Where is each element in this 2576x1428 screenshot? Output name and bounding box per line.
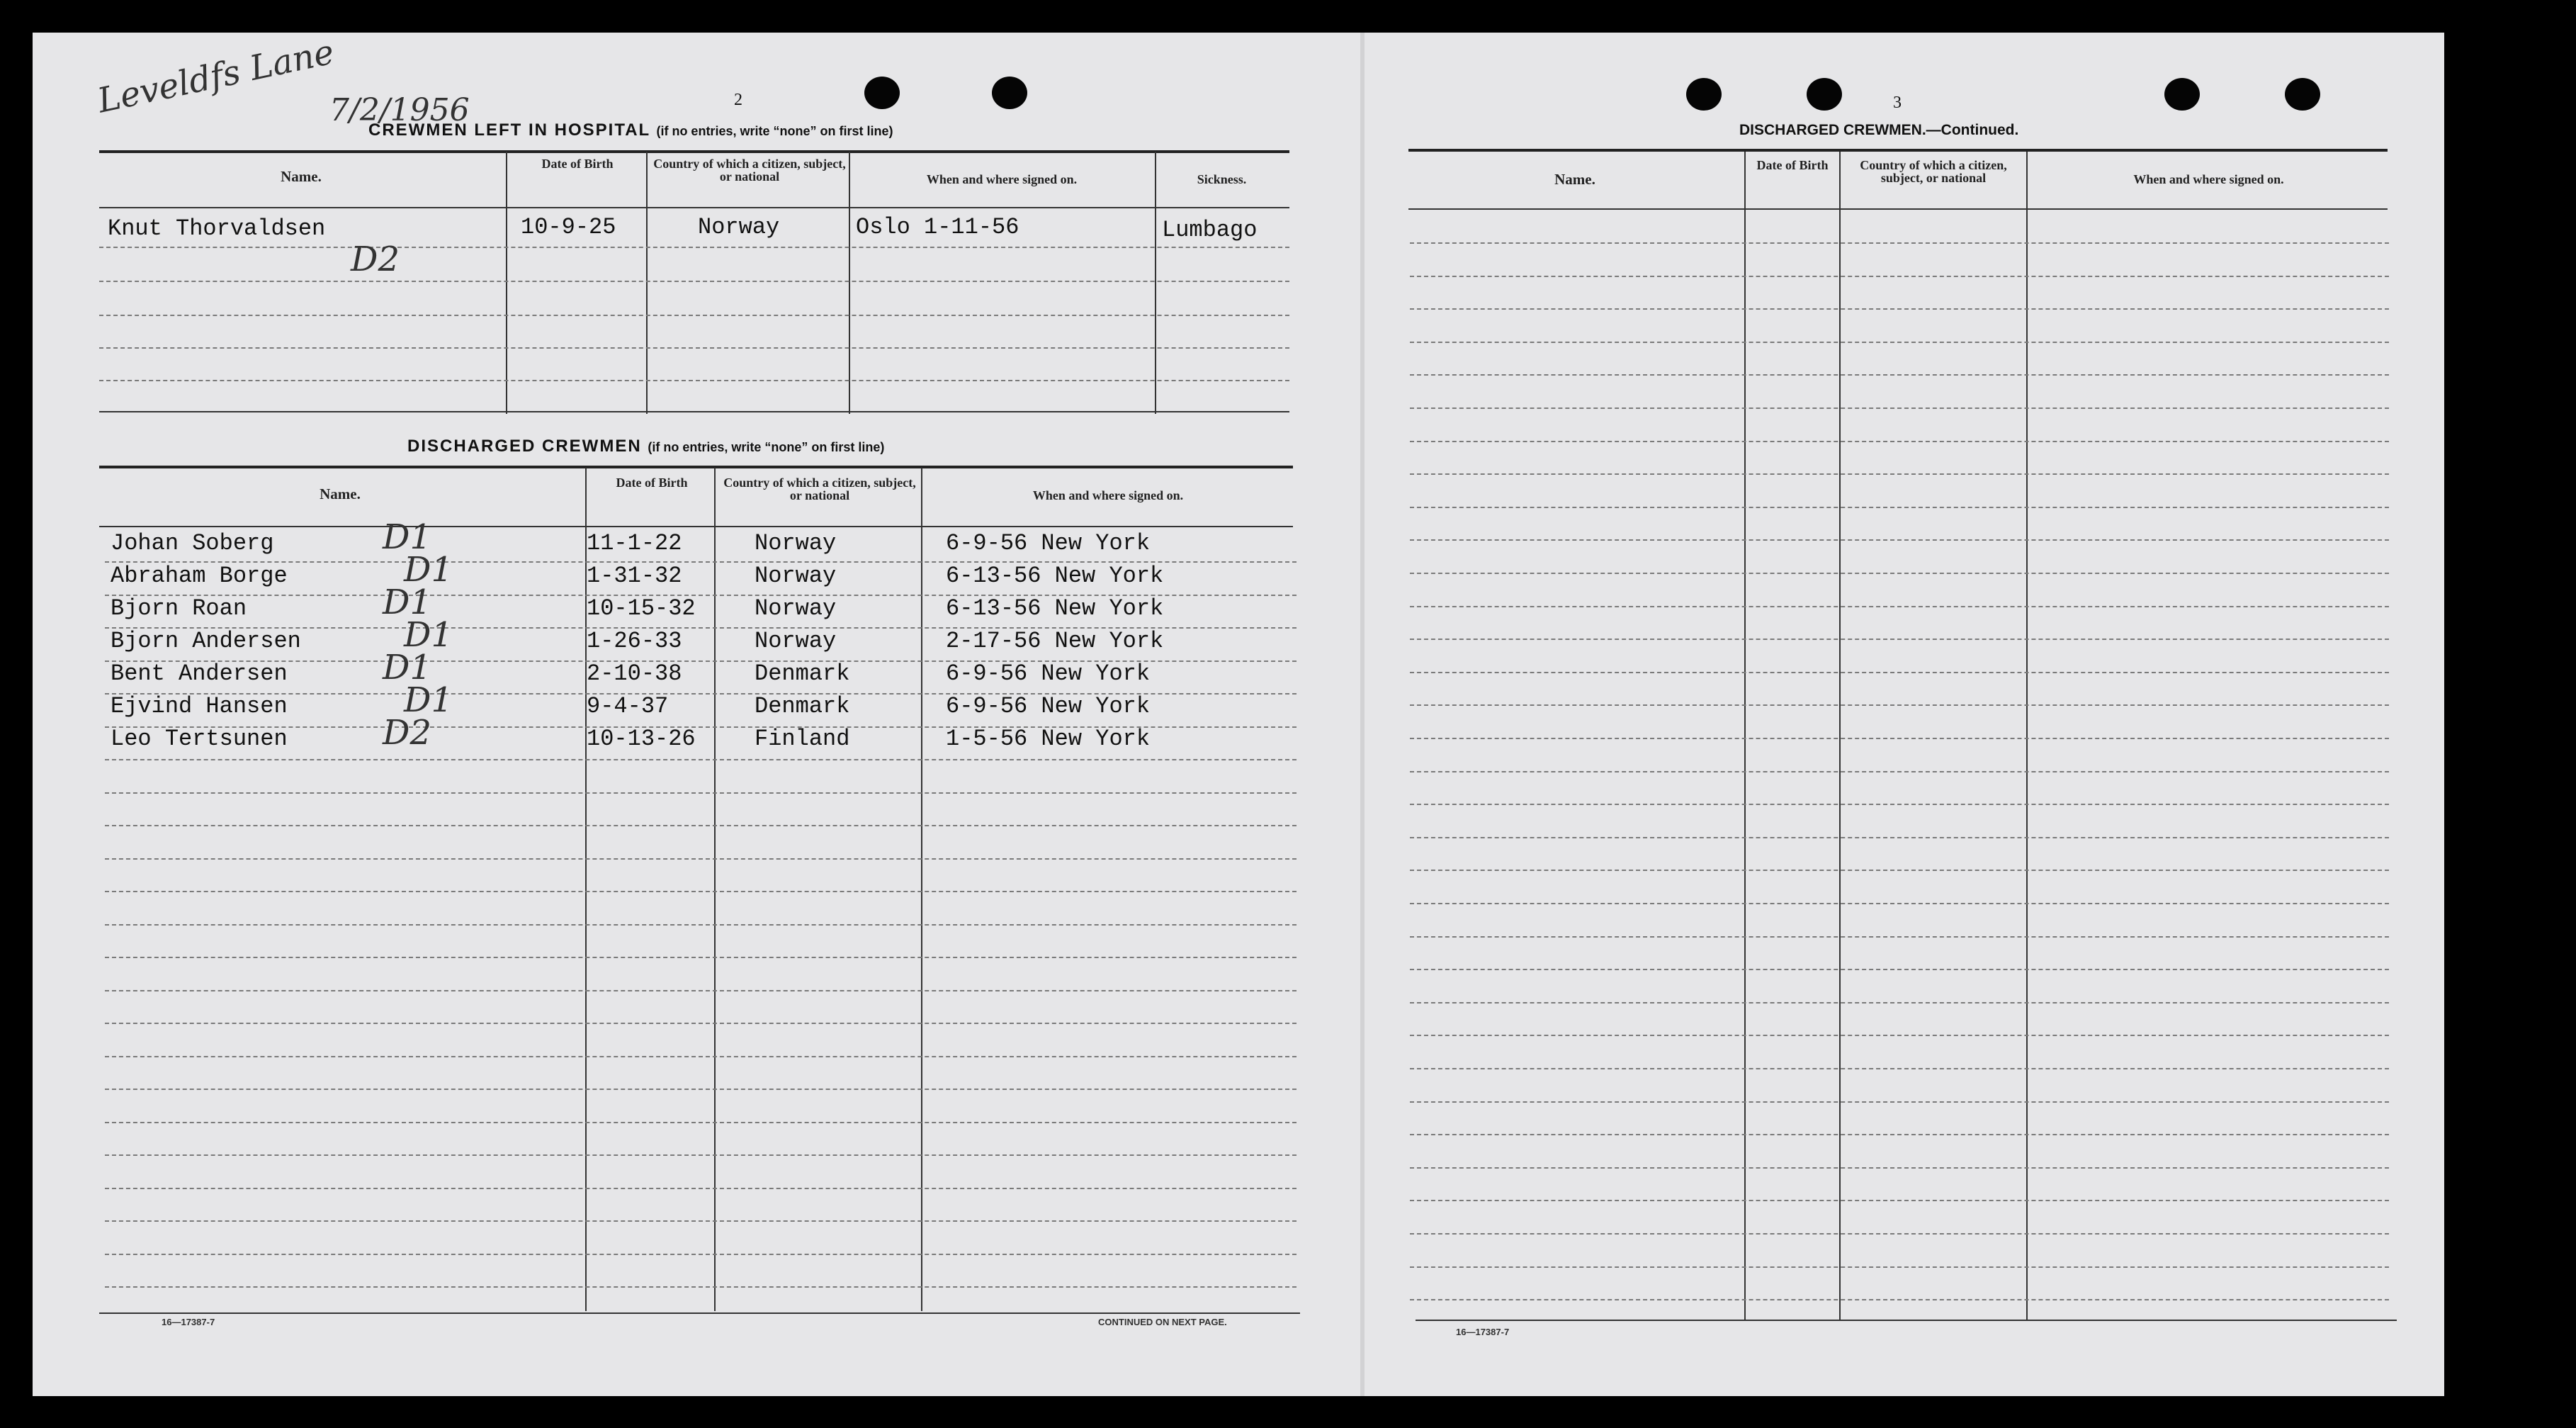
crewman-country: Norway [698, 214, 780, 240]
column-divider [646, 152, 648, 414]
entry-line [99, 380, 1289, 381]
entry-line [1410, 407, 2389, 409]
entry-line [1410, 1068, 2389, 1069]
entry-line [105, 1188, 1297, 1189]
handwritten-mark: D1 [404, 615, 453, 655]
header-country: Country of which a citizen, subject, or national [1860, 158, 2007, 185]
crewman-signed-on: 2-17-56 New York [946, 628, 1164, 654]
entry-line [1410, 1002, 2389, 1003]
header-name: Name. [1554, 171, 1595, 188]
entry-line [1410, 1200, 2389, 1201]
entry-line [1410, 804, 2389, 805]
table-top-rule [99, 150, 1289, 153]
crewman-country: Norway [755, 628, 837, 654]
crewman-dob: 11-1-22 [587, 530, 682, 556]
crewman-signed-on: 6-9-56 New York [946, 530, 1151, 556]
entry-line [1410, 1299, 2389, 1300]
table-top-rule [99, 466, 1293, 468]
handwritten-note: Leveldfs Lane [94, 32, 338, 121]
crewman-name: Leo Tertsunen [111, 726, 288, 752]
entry-line [1410, 672, 2389, 673]
page-number: 3 [1893, 94, 1902, 112]
continued-note: CONTINUED ON NEXT PAGE. [1098, 1317, 1227, 1327]
crewman-name: Johan Soberg [111, 530, 274, 556]
table-bottom-rule [1416, 1320, 2397, 1321]
binder-hole [864, 77, 900, 109]
binder-hole [1686, 78, 1722, 111]
entry-line [1410, 473, 2389, 475]
page-number: 2 [734, 91, 742, 109]
hospital-section-title: CREWMEN LEFT IN HOSPITAL (if no entries, write “none” on first line) [368, 120, 893, 140]
crewman-country: Norway [755, 530, 837, 556]
column-divider [849, 152, 850, 414]
entry-line [1410, 1035, 2389, 1036]
crewman-country: Denmark [755, 693, 850, 719]
entry-line [105, 1286, 1297, 1288]
crewman-country: Finland [755, 726, 850, 752]
crewman-dob: 1-26-33 [587, 628, 682, 654]
entry-line [1410, 507, 2389, 508]
crewman-name: Knut Thorvaldsen [108, 215, 326, 242]
entry-line [105, 1254, 1297, 1255]
entry-line [1410, 1167, 2389, 1169]
entry-line [99, 347, 1289, 349]
entry-line [1410, 1266, 2389, 1268]
column-divider [2026, 152, 2028, 1321]
header-bottom-rule [99, 526, 1293, 527]
crewman-signed-on: 1-5-56 New York [946, 726, 1151, 752]
entry-line [105, 891, 1297, 892]
entry-line [105, 924, 1297, 926]
crewman-signed-on: 6-9-56 New York [946, 660, 1151, 687]
crewman-signed-on: 6-9-56 New York [946, 693, 1151, 719]
entry-line [1410, 903, 2389, 904]
entry-line [1410, 837, 2389, 838]
handwritten-mark: D1 [383, 648, 432, 687]
binder-hole [1807, 78, 1842, 111]
header-signed-on: When and where signed on. [2133, 172, 2284, 186]
entry-line [99, 247, 1289, 248]
crewman-dob: 10-9-25 [521, 214, 616, 240]
crewman-sickness: Lumbago [1162, 217, 1258, 243]
entry-line [1410, 704, 2389, 706]
crewman-name: Bjorn Andersen [111, 628, 301, 654]
binder-hole [992, 77, 1027, 109]
crewman-country: Denmark [755, 660, 850, 687]
entry-line [1410, 539, 2389, 541]
header-bottom-rule [99, 207, 1289, 208]
entry-line [1410, 308, 2389, 310]
crewman-signed-on: 6-13-56 New York [946, 595, 1164, 622]
handwritten-mark: D1 [404, 550, 453, 590]
entry-line [1410, 276, 2389, 277]
header-name: Name. [281, 168, 322, 185]
binder-hole [2285, 78, 2320, 111]
entry-line [105, 957, 1297, 958]
handwritten-mark: D2 [351, 240, 400, 279]
form-number: 16—17387-7 [162, 1317, 215, 1327]
entry-line [1410, 1101, 2389, 1103]
header-country: Country of which a citizen, subject, or national [653, 157, 846, 184]
crewman-dob: 2-10-38 [587, 660, 682, 687]
crewman-name: Ejvind Hansen [111, 693, 288, 719]
crewman-signed-on: Oslo 1-11-56 [856, 214, 1019, 240]
crewman-dob: 1-31-32 [587, 563, 682, 589]
crewman-dob: 10-15-32 [587, 595, 696, 622]
handwritten-date: 7/2/1956 [329, 92, 470, 128]
entry-line [105, 1023, 1297, 1024]
header-dob: Date of Birth [541, 157, 614, 171]
entry-line [99, 315, 1289, 316]
entry-line [1410, 936, 2389, 938]
crewman-name: Bent Andersen [111, 660, 288, 687]
handwritten-mark: D1 [404, 680, 453, 720]
entry-line [1410, 639, 2389, 640]
header-dob: Date of Birth [616, 476, 688, 490]
entry-line [1410, 242, 2389, 244]
entry-line [1410, 342, 2389, 343]
entry-line [1410, 738, 2389, 739]
entry-line [105, 1220, 1297, 1222]
entry-line [105, 759, 1297, 760]
page-fold [1360, 33, 1365, 1396]
entry-line [99, 281, 1289, 282]
handwritten-mark: D1 [383, 517, 432, 557]
entry-line [105, 858, 1297, 860]
entry-line [105, 1154, 1297, 1156]
entry-line [1410, 1233, 2389, 1235]
entry-line [105, 1122, 1297, 1123]
table-top-rule [1408, 149, 2388, 152]
entry-line [1410, 1134, 2389, 1135]
entry-line [105, 990, 1297, 991]
crewman-country: Norway [755, 563, 837, 589]
header-signed-on: When and where signed on. [1032, 488, 1184, 502]
handwritten-mark: D2 [383, 713, 432, 753]
header-signed-on: When and where signed on. [926, 172, 1078, 186]
crewman-signed-on: 6-13-56 New York [946, 563, 1164, 589]
entry-line [1410, 374, 2389, 376]
column-divider [1155, 152, 1156, 414]
header-name: Name. [320, 485, 361, 502]
entry-line [105, 1056, 1297, 1057]
column-divider [1744, 152, 1746, 1321]
table-bottom-rule [99, 1312, 1300, 1314]
entry-line [1410, 870, 2389, 871]
column-divider [1839, 152, 1841, 1321]
table-bottom-rule [99, 411, 1289, 412]
crewman-name: Abraham Borge [111, 563, 288, 589]
entry-line [1410, 441, 2389, 442]
crewman-country: Norway [755, 595, 837, 622]
crewman-dob: 10-13-26 [587, 726, 696, 752]
crewman-dob: 9-4-37 [587, 693, 669, 719]
entry-line [105, 1089, 1297, 1090]
entry-line [105, 825, 1297, 826]
header-country: Country of which a citizen, subject, or national [723, 476, 916, 502]
entry-line [1410, 606, 2389, 607]
crewman-name: Bjorn Roan [111, 595, 247, 622]
header-bottom-rule [1408, 208, 2388, 210]
entry-line [1410, 969, 2389, 970]
header-dob: Date of Birth [1756, 158, 1829, 172]
form-number: 16—17387-7 [1456, 1327, 1510, 1337]
entry-line [1410, 573, 2389, 574]
handwritten-mark: D1 [383, 583, 432, 622]
entry-line [1410, 771, 2389, 772]
continued-section-title: DISCHARGED CREWMEN.—Continued. [1739, 122, 2019, 138]
discharged-section-title: DISCHARGED CREWMEN (if no entries, write “none” on first line) [407, 437, 885, 456]
column-divider [506, 152, 507, 414]
entry-line [105, 792, 1297, 794]
binder-hole [2164, 78, 2200, 111]
header-sickness: Sickness. [1197, 172, 1247, 186]
